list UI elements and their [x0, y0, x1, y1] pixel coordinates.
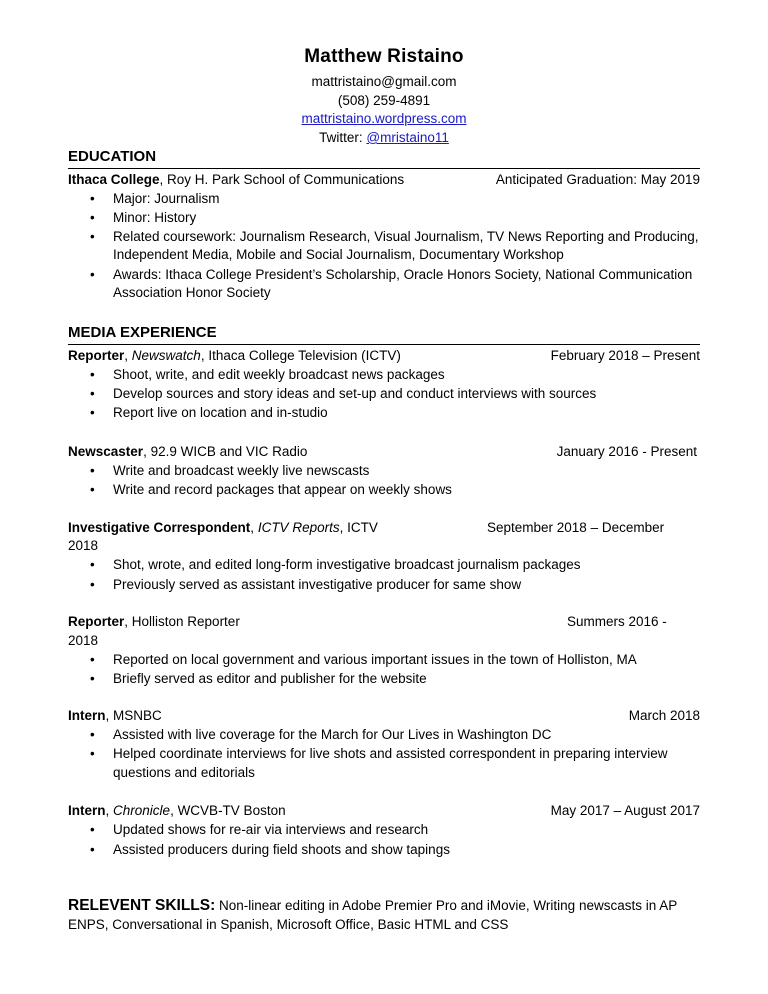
- job-outlet: Newswatch: [131, 348, 201, 363]
- media-divider: [68, 344, 700, 345]
- bullet-icon: •: [90, 229, 95, 244]
- job-dates: February 2018 – Present: [550, 348, 700, 363]
- job-bullet: Helped coordinate interviews for live shots and assisted correspondent in preparing interview: [113, 746, 668, 761]
- education-bullet: Awards: Ithaca College President’s Scholarship, Oracle Honors Society, National Communication: [113, 267, 693, 282]
- job-bullet: Assisted producers during field shoots and show tapings: [113, 842, 450, 857]
- job-bullet: Shoot, write, and edit weekly broadcast news packages: [113, 367, 445, 382]
- bullet-icon: •: [90, 671, 95, 686]
- job-title-line: [68, 348, 401, 363]
- graduation-date: Anticipated Graduation: May 2019: [495, 172, 700, 187]
- job-org: , Ithaca College Television (ICTV): [200, 348, 401, 363]
- job-bullet: Shot, wrote, and edited long-form investigative broadcast journalism packages: [113, 557, 581, 572]
- bullet-icon: •: [90, 210, 95, 225]
- job-title: Reporter: [68, 614, 125, 629]
- candidate-name: Matthew Ristaino: [304, 46, 464, 67]
- school-name: Ithaca College: [68, 172, 160, 187]
- job-bullet: Briefly served as editor and publisher for the website: [113, 671, 427, 686]
- job-separator: ,: [124, 348, 132, 363]
- bullet-icon: •: [90, 746, 95, 761]
- job-separator: ,: [105, 803, 114, 818]
- education-bullet-continued: Independent Media, Mobile and Social Journalism, Documentary Workshop: [113, 247, 564, 262]
- job-bullet: Assisted with live coverage for the March for Our Lives in Washington DC: [113, 727, 552, 742]
- job-title-line: [68, 520, 378, 535]
- job-title: Intern: [68, 708, 106, 723]
- job-title-line: [68, 444, 307, 459]
- education-school: [68, 172, 404, 187]
- job-org: , ICTV: [339, 520, 378, 535]
- job-title-line: [68, 803, 286, 818]
- education-bullet-continued: Association Honor Society: [113, 285, 271, 300]
- website-link[interactable]: mattristaino.wordpress.com: [301, 111, 467, 126]
- email-text: mattristaino@gmail.com: [311, 74, 457, 89]
- bullet-icon: •: [90, 557, 95, 572]
- bullet-icon: •: [90, 842, 95, 857]
- job-outlet: ICTV Reports: [257, 520, 340, 535]
- job-dates-wrap: 2018: [68, 538, 99, 553]
- job-bullet: Reported on local government and various important issues in the town of Holliston, MA: [113, 652, 637, 667]
- job-title: Intern: [68, 803, 106, 818]
- job-title-line: [68, 708, 162, 723]
- skills-text-continued: ENPS, Conversational in Spanish, Microsoft Office, Basic HTML and CSS: [68, 917, 509, 932]
- twitter-link[interactable]: @mristaino11: [366, 130, 449, 145]
- skills-text: Non-linear editing in Adobe Premier Pro and iMovie, Writing newscasts in AP: [215, 898, 678, 913]
- bullet-icon: •: [90, 191, 95, 206]
- job-org: , WCVB-TV Boston: [170, 803, 286, 818]
- job-org: , Holliston Reporter: [124, 614, 240, 629]
- job-bullet: Write and broadcast weekly live newscasts: [113, 463, 370, 478]
- job-dates-wrap: 2018: [68, 633, 99, 648]
- twitter-label: Twitter:: [319, 130, 367, 145]
- bullet-icon: •: [90, 463, 95, 478]
- job-title: Newscaster: [68, 444, 144, 459]
- website-line: [68, 111, 700, 126]
- job-title-line: [68, 614, 240, 629]
- bullet-icon: •: [90, 822, 95, 837]
- job-dates: January 2016 - Present: [556, 444, 697, 459]
- job-dates: September 2018 – December: [487, 520, 665, 535]
- bullet-icon: •: [90, 652, 95, 667]
- bullet-icon: •: [90, 482, 95, 497]
- bullet-icon: •: [90, 405, 95, 420]
- job-bullet: Updated shows for re-air via interviews and research: [113, 822, 429, 837]
- skills-line: [68, 897, 677, 915]
- education-divider: [68, 168, 700, 169]
- phone-text: (508) 259-4891: [337, 93, 431, 108]
- job-title: Investigative Correspondent: [68, 520, 251, 535]
- job-dates: Summers 2016 -: [567, 614, 667, 629]
- job-bullet: Develop sources and story ideas and set-up and conduct interviews with sources: [113, 386, 597, 401]
- education-bullet: Major: Journalism: [113, 191, 220, 206]
- job-separator: ,: [250, 520, 258, 535]
- bullet-icon: •: [90, 367, 95, 382]
- education-bullet: Related coursework: Journalism Research, Visual Journalism, TV News Reporting and Producing,: [113, 229, 699, 244]
- skills-heading: RELEVENT SKILLS:: [68, 897, 216, 914]
- bullet-icon: •: [90, 577, 95, 592]
- job-bullet: Previously served as assistant investigative producer for same show: [113, 577, 522, 592]
- job-bullet: Write and record packages that appear on weekly shows: [113, 482, 452, 497]
- job-bullet-continued: questions and editorials: [113, 765, 255, 780]
- bullet-icon: •: [90, 386, 95, 401]
- school-detail: , Roy H. Park School of Communications: [159, 172, 405, 187]
- job-dates: March 2018: [628, 708, 700, 723]
- job-title: Reporter: [68, 348, 125, 363]
- job-dates: May 2017 – August 2017: [550, 803, 700, 818]
- twitter-line: [68, 130, 700, 145]
- education-bullet: Minor: History: [113, 210, 197, 225]
- education-heading: EDUCATION: [68, 148, 157, 165]
- job-bullet: Report live on location and in-studio: [113, 405, 328, 420]
- bullet-icon: •: [90, 267, 95, 282]
- job-outlet: Chronicle: [113, 803, 171, 818]
- bullet-icon: •: [90, 727, 95, 742]
- media-experience-heading: MEDIA EXPERIENCE: [68, 324, 217, 341]
- job-org: , MSNBC: [105, 708, 162, 723]
- job-org: , 92.9 WICB and VIC Radio: [143, 444, 308, 459]
